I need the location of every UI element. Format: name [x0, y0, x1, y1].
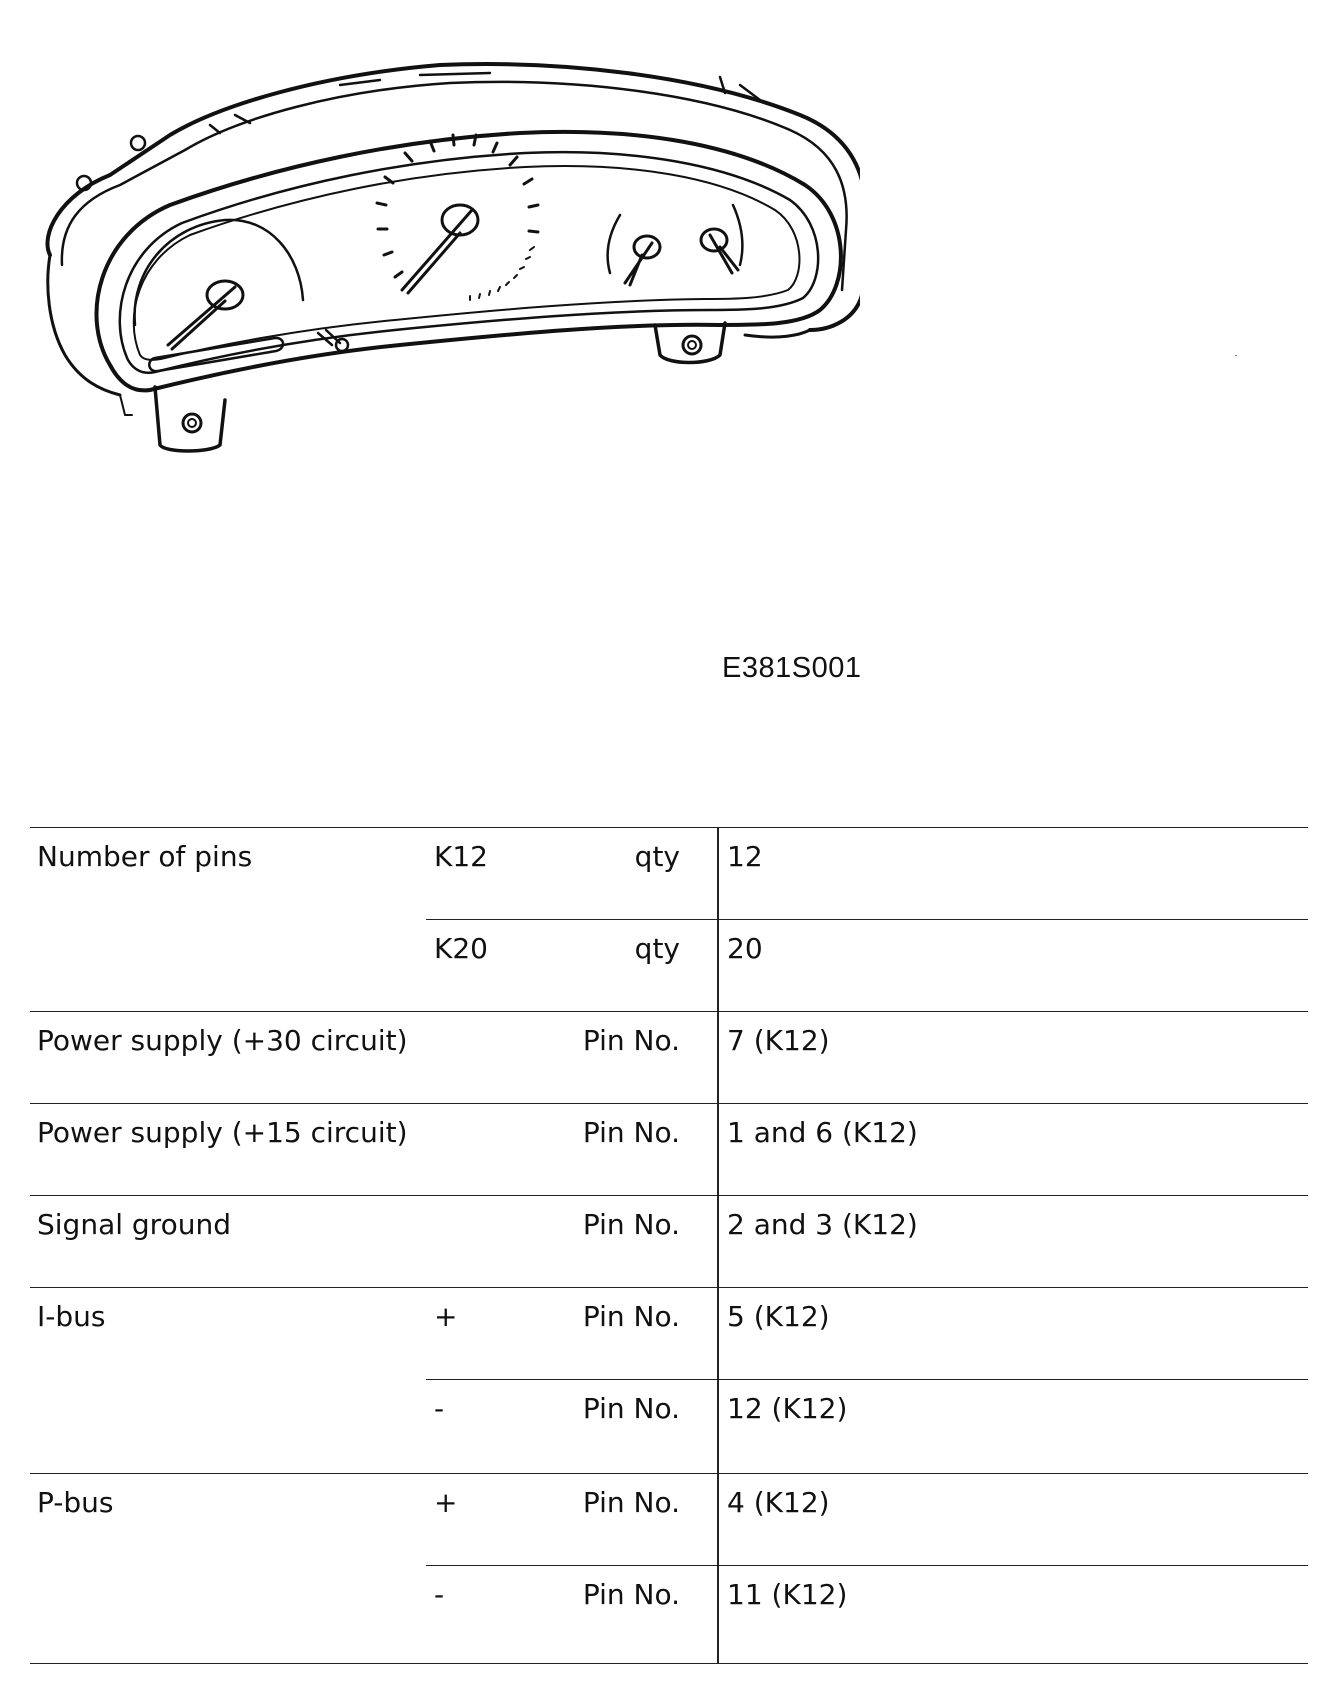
row-label: Power supply (+30 circuit)	[37, 1024, 408, 1057]
row-unit: Pin No.	[582, 1208, 680, 1241]
table-rule	[426, 1565, 1308, 1566]
row-label: I-bus	[37, 1300, 106, 1333]
row-label: P-bus	[37, 1486, 114, 1519]
row-label: Number of pins	[37, 840, 253, 873]
table-rule	[426, 919, 1308, 920]
row-value: 12	[727, 840, 763, 873]
row-polarity: -	[434, 1392, 445, 1425]
table-rule	[30, 1287, 1308, 1288]
row-unit: Pin No.	[582, 1486, 680, 1519]
row-unit: Pin No.	[582, 1578, 680, 1611]
row-value: 12 (K12)	[727, 1392, 848, 1425]
row-unit: qty	[634, 932, 680, 965]
row-unit: Pin No.	[582, 1300, 680, 1333]
row-unit: Pin No.	[582, 1116, 680, 1149]
row-polarity: -	[434, 1578, 445, 1611]
row-unit: Pin No.	[582, 1024, 680, 1057]
pin-specification-table	[30, 827, 1308, 1665]
row-value: 7 (K12)	[727, 1024, 830, 1057]
row-connector: K20	[434, 932, 488, 965]
instrument-cluster-illustration	[20, 55, 860, 495]
row-value: 20	[727, 932, 763, 965]
row-value: 1 and 6 (K12)	[727, 1116, 918, 1149]
table-rule	[30, 1011, 1308, 1012]
row-polarity: +	[434, 1486, 458, 1519]
row-label: Signal ground	[37, 1208, 231, 1241]
row-unit: Pin No.	[582, 1392, 680, 1425]
stray-mark	[1235, 355, 1237, 356]
row-connector: K12	[434, 840, 488, 873]
table-rule-bottom	[30, 1663, 1308, 1664]
table-column-divider	[717, 827, 719, 1663]
figure-code: E381S001	[722, 652, 862, 684]
row-polarity: +	[434, 1300, 458, 1333]
row-value: 4 (K12)	[727, 1486, 830, 1519]
row-unit: qty	[634, 840, 680, 873]
row-value: 11 (K12)	[727, 1578, 848, 1611]
table-rule	[30, 1195, 1308, 1196]
row-label: Power supply (+15 circuit)	[37, 1116, 408, 1149]
row-value: 2 and 3 (K12)	[727, 1208, 918, 1241]
table-rule-top	[30, 827, 1308, 828]
table-rule	[30, 1473, 1308, 1474]
table-rule	[30, 1103, 1308, 1104]
row-value: 5 (K12)	[727, 1300, 830, 1333]
table-rule	[426, 1379, 1308, 1380]
